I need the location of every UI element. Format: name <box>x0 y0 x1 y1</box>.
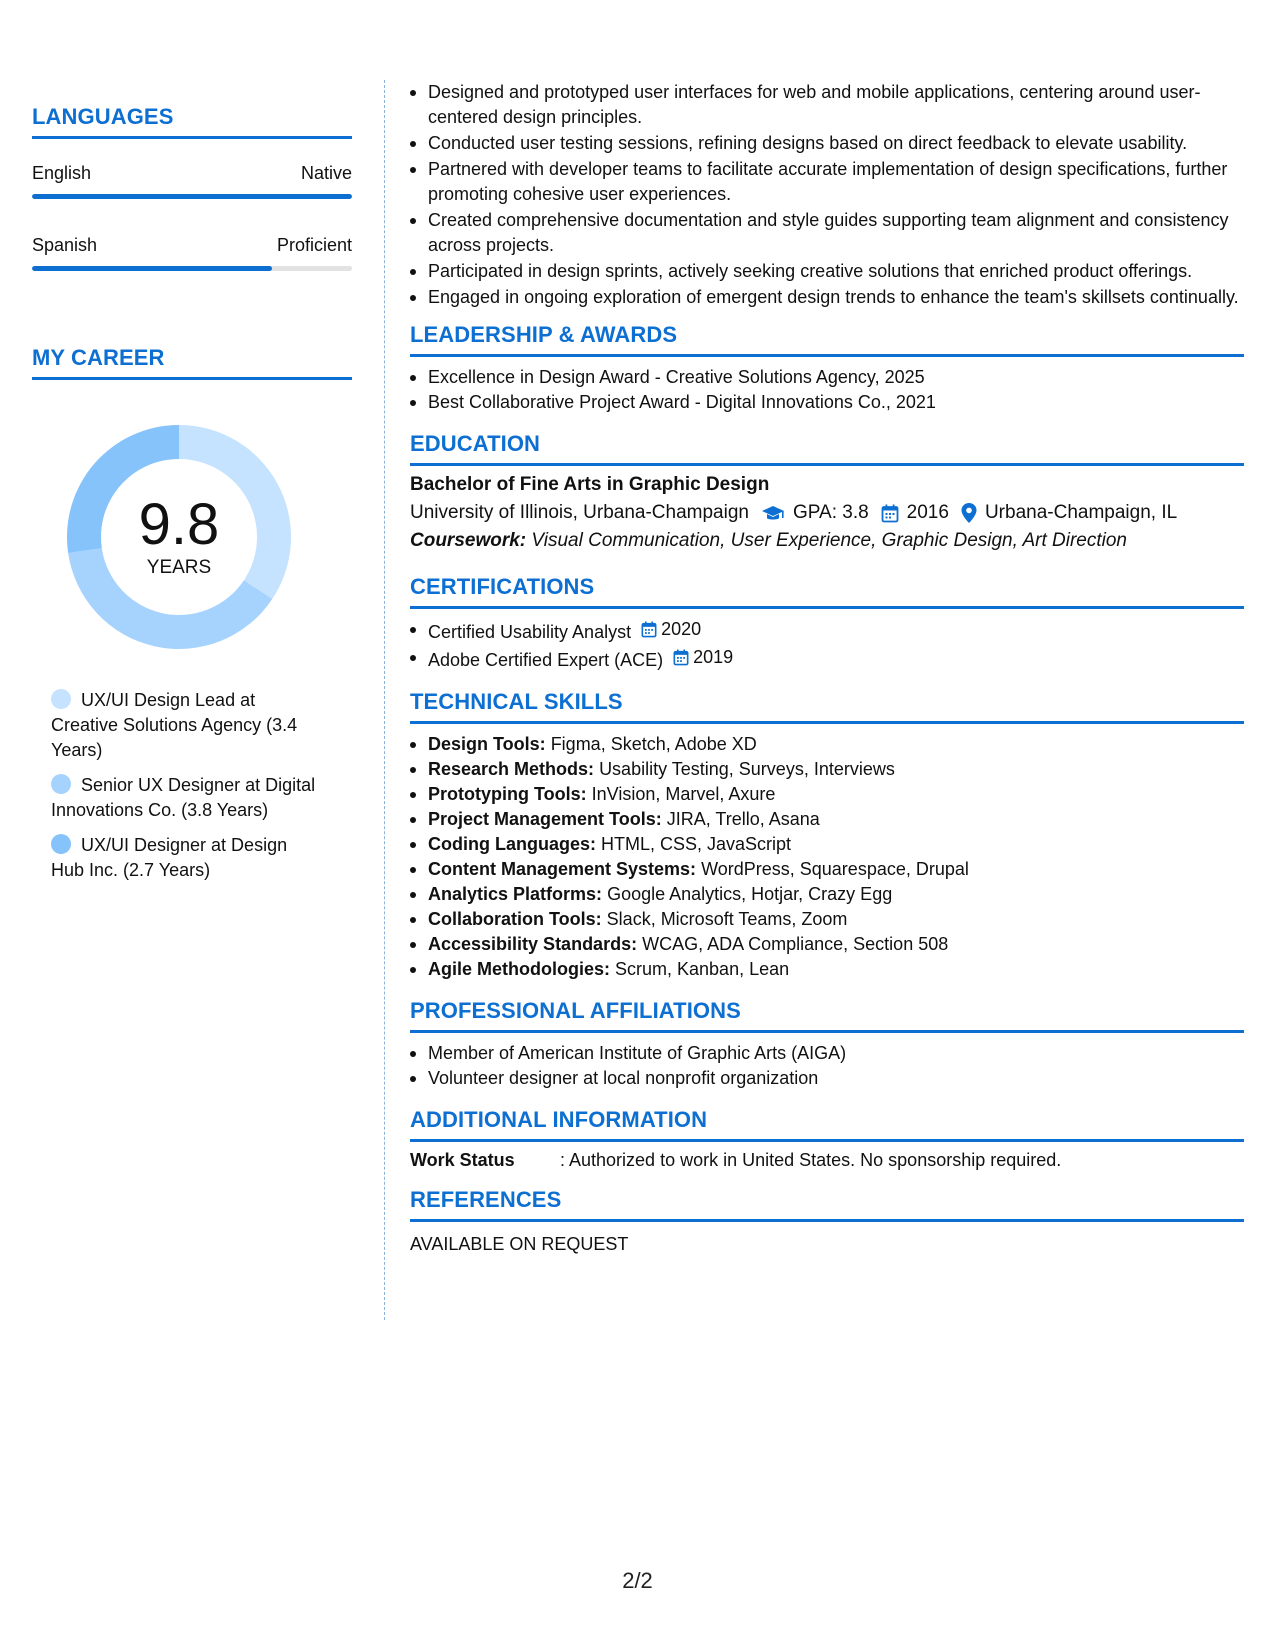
career-title: MY CAREER <box>32 345 165 370</box>
list-item: Excellence in Design Award - Creative Solutions Agency, 2025 <box>410 365 1244 390</box>
language-level: Native <box>300 163 352 183</box>
skill-value: JIRA, Trello, Asana <box>666 809 820 829</box>
work-status-value: : Authorized to work in United States. No sponsorship required. <box>560 1150 1062 1170</box>
education-section <box>410 431 1244 552</box>
career-legend-item <box>51 688 322 763</box>
career-total-years: 9.8 <box>138 492 220 557</box>
section-title: CERTIFICATIONS <box>410 574 595 599</box>
language-bar-fill <box>32 194 352 199</box>
coursework-text: Visual Communication, User Experience, Graphic Design, Art Direction <box>531 530 1127 551</box>
skill-value: InVision, Marvel, Axure <box>591 784 776 804</box>
section-rule <box>410 354 1244 357</box>
career-total-unit: YEARS <box>146 557 212 578</box>
section-title: TECHNICAL SKILLS <box>410 689 623 714</box>
language-bar <box>32 266 352 271</box>
section-rule <box>410 721 1244 724</box>
education-school: University of Illinois, Urbana-Champaign <box>410 502 749 523</box>
graduation-cap-icon <box>761 504 785 522</box>
career-legend-label: UX/UI Design Lead at Creative Solutions Agency (3.4 Years) <box>51 690 298 760</box>
language-item <box>32 163 352 199</box>
experience-bullets <box>410 80 1244 310</box>
calendar-icon <box>673 649 689 666</box>
left-column <box>32 104 352 893</box>
career-legend-item <box>51 773 322 823</box>
list-item: Participated in design sprints, actively seeking creative solutions that enriched product offerings. <box>410 259 1244 284</box>
certification-name: Adobe Certified Expert (ACE) <box>428 650 664 670</box>
skill-value: WCAG, ADA Compliance, Section 508 <box>642 934 949 954</box>
certification-name: Certified Usability Analyst <box>428 622 632 642</box>
list-item: Partnered with developer teams to facilitate accurate implementation of design specifications, further promoting cohesive user experiences. <box>410 157 1244 207</box>
section-title: LEADERSHIP & AWARDS <box>410 322 678 347</box>
skill-label: Project Management Tools: <box>428 809 662 829</box>
right-column <box>410 80 1244 1255</box>
career-legend-label: UX/UI Designer at Design Hub Inc. (2.7 Years) <box>51 835 288 880</box>
education-year: 2016 <box>906 502 949 523</box>
career-legend <box>32 688 322 883</box>
skill-label: Research Methods: <box>428 759 595 779</box>
certification-year: 2020 <box>661 619 702 639</box>
skill-value: HTML, CSS, JavaScript <box>601 834 792 854</box>
legend-dot <box>51 834 71 854</box>
certification-year: 2019 <box>693 647 734 667</box>
calendar-icon <box>641 621 657 638</box>
languages-title: LANGUAGES <box>32 104 174 129</box>
legend-dot <box>51 689 71 709</box>
list-item <box>410 732 1244 757</box>
skill-value: Google Analytics, Hotjar, Crazy Egg <box>607 884 893 904</box>
section-title: PROFESSIONAL AFFILIATIONS <box>410 998 741 1023</box>
affiliations-section <box>410 998 1244 1091</box>
section-rule <box>410 1219 1244 1222</box>
skill-label: Analytics Platforms: <box>428 884 603 904</box>
language-name: English <box>32 163 92 183</box>
language-bar <box>32 194 352 199</box>
references-section <box>410 1187 1244 1255</box>
skill-label: Accessibility Standards: <box>428 934 638 954</box>
list-item <box>410 857 1244 882</box>
list-item <box>410 645 1244 673</box>
leadership-section <box>410 322 1244 415</box>
column-divider <box>384 80 385 1320</box>
list-item: Member of American Institute of Graphic Arts (AIGA) <box>410 1041 1244 1066</box>
list-item <box>410 807 1244 832</box>
coursework-label: Coursework: <box>410 530 527 551</box>
languages-rule <box>32 136 352 139</box>
section-title: EDUCATION <box>410 431 541 456</box>
skill-label: Content Management Systems: <box>428 859 697 879</box>
work-status-row <box>410 1150 1244 1171</box>
location-pin-icon <box>961 503 977 523</box>
career-rule <box>32 377 352 380</box>
list-item: Best Collaborative Project Award - Digital Innovations Co., 2021 <box>410 390 1244 415</box>
education-details <box>410 502 1244 524</box>
list-item: Designed and prototyped user interfaces for web and mobile applications, centering around user-centered design principles. <box>410 80 1244 130</box>
list-item: Volunteer designer at local nonprofit organization <box>410 1066 1244 1091</box>
references-text: AVAILABLE ON REQUEST <box>410 1234 629 1254</box>
section-rule <box>410 1030 1244 1033</box>
education-coursework <box>410 530 1244 552</box>
list-item <box>410 932 1244 957</box>
list-item <box>410 832 1244 857</box>
skill-label: Collaboration Tools: <box>428 909 602 929</box>
additional-info-section <box>410 1107 1244 1171</box>
career-donut <box>64 422 294 652</box>
language-bar-fill <box>32 266 272 271</box>
skill-value: Slack, Microsoft Teams, Zoom <box>606 909 848 929</box>
career-legend-label: Senior UX Designer at Digital Innovations Co. (3.8 Years) <box>51 775 316 820</box>
section-rule <box>410 463 1244 466</box>
list-item <box>410 757 1244 782</box>
list-item <box>410 882 1244 907</box>
list-item: Created comprehensive documentation and style guides supporting team alignment and consistency across projects. <box>410 208 1244 258</box>
education-degree: Bachelor of Fine Arts in Graphic Design <box>410 474 770 495</box>
language-level: Proficient <box>276 235 352 255</box>
education-location: Urbana-Champaign, IL <box>984 502 1178 523</box>
list-item <box>410 957 1244 982</box>
skill-label: Coding Languages: <box>428 834 596 854</box>
list-item: Conducted user testing sessions, refining designs based on direct feedback to elevate usability. <box>410 131 1244 156</box>
language-item <box>32 235 352 271</box>
work-status-label: Work Status <box>410 1150 515 1170</box>
education-gpa: GPA: 3.8 <box>792 502 869 523</box>
skill-label: Prototyping Tools: <box>428 784 587 804</box>
section-title: ADDITIONAL INFORMATION <box>410 1107 708 1132</box>
calendar-icon <box>881 504 899 523</box>
legend-dot <box>51 774 71 794</box>
skill-value: Figma, Sketch, Adobe XD <box>550 734 757 754</box>
section-title: REFERENCES <box>410 1187 562 1212</box>
skill-value: WordPress, Squarespace, Drupal <box>701 859 969 879</box>
list-item <box>410 617 1244 645</box>
section-rule <box>410 1139 1244 1142</box>
skill-label: Design Tools: <box>428 734 546 754</box>
career-legend-item <box>51 833 322 883</box>
language-name: Spanish <box>32 235 98 255</box>
certifications-section <box>410 574 1244 673</box>
list-item <box>410 907 1244 932</box>
list-item <box>410 782 1244 807</box>
page-number: 2/2 <box>622 1568 653 1593</box>
skill-value: Scrum, Kanban, Lean <box>615 959 790 979</box>
skills-section <box>410 689 1244 982</box>
skill-value: Usability Testing, Surveys, Interviews <box>599 759 895 779</box>
skill-label: Agile Methodologies: <box>428 959 610 979</box>
list-item: Engaged in ongoing exploration of emergent design trends to enhance the team's skillsets continually. <box>410 285 1244 310</box>
section-rule <box>410 606 1244 609</box>
